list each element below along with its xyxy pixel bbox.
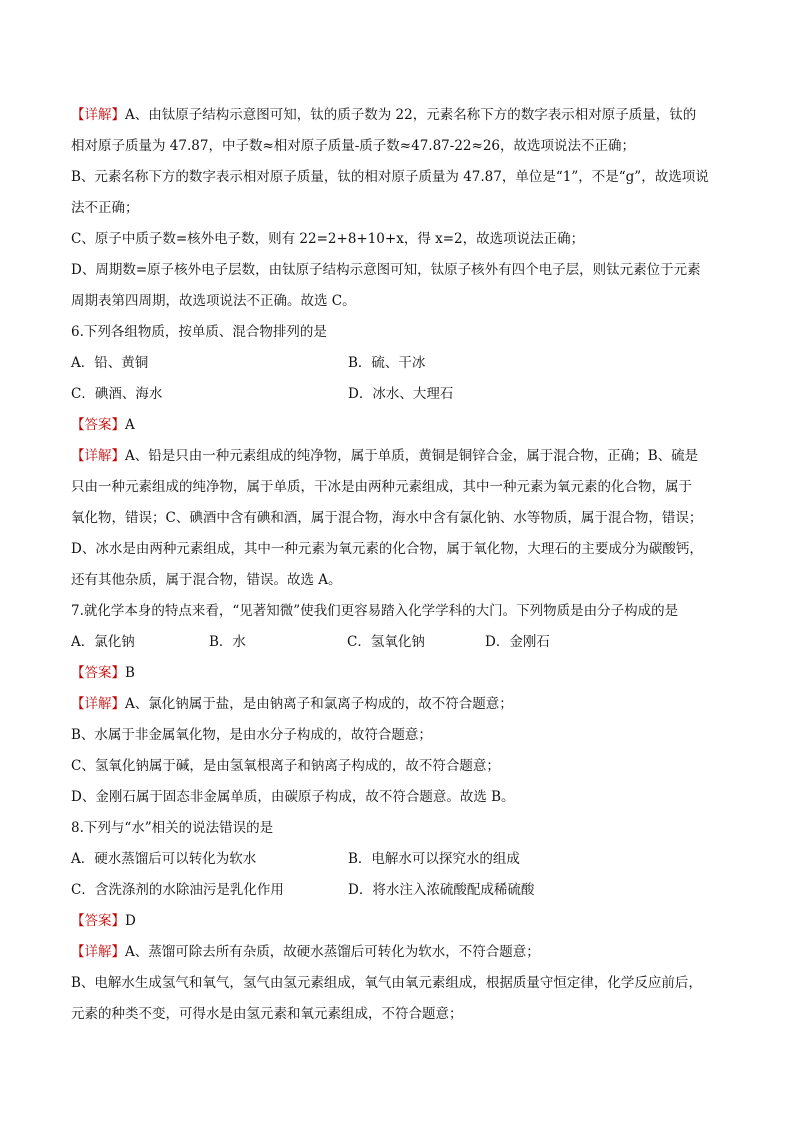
q5-detail-line-5: C、原子中质子数=核外电子数，则有 22=2+8+10+x，得 x=2，故选项说法正确； bbox=[71, 231, 585, 247]
q7-detail-line-1: 【详解】A、氯化钠属于盐，是由钠离子和氯离子构成的，故不符合题意； bbox=[71, 696, 513, 712]
q8-stem: 8.下列与“水”相关的说法错误的是 bbox=[71, 820, 274, 836]
q8-option-d: D．将水注入浓硫酸配成稀硫酸 bbox=[348, 882, 535, 898]
q6-option-a: A．铅、黄铜 bbox=[71, 355, 149, 371]
q7-options-row bbox=[71, 627, 734, 658]
detail-tag: 【详解】 bbox=[71, 448, 125, 464]
q6-option-d: D．冰水、大理石 bbox=[348, 386, 454, 402]
q7-answer: 【答案】B bbox=[71, 665, 135, 681]
q7-detail-line-3: C、氢氧化钠属于碱，是由氢氧根离子和钠离子构成的，故不符合题意； bbox=[71, 758, 500, 774]
q6-detail-line-1: 【详解】A、铅是只由一种元素组成的纯净物，属于单质，黄铜是铜锌合金，属于混合物，正确；B、硫是 bbox=[71, 448, 699, 464]
q5-detail-line-7: 周期表第四周期，故选项说法不正确。故选 C。 bbox=[71, 293, 356, 309]
detail-tag: 【详解】 bbox=[71, 944, 125, 960]
q5-detail-line-6: D、周期数=原子核外电子层数，由钛原子结构示意图可知，钛原子核外有四个电子层，则钛元素位于元素 bbox=[71, 262, 701, 278]
q8-option-c: C．含洗涤剂的水除油污是乳化作用 bbox=[71, 882, 284, 898]
q7-option-d: D．金刚石 bbox=[485, 634, 550, 650]
q5-detail-line-4: 法不正确； bbox=[71, 200, 139, 216]
q6-options-row-2 bbox=[71, 379, 734, 410]
q6-option-c: C．碘酒、海水 bbox=[71, 386, 163, 402]
q6-detail-line-5: 还有其他杂质，属于混合物，错误。故选 A。 bbox=[71, 572, 342, 588]
q8-options-row-1 bbox=[71, 844, 734, 875]
q6-detail-line-3: 氧化物，错误；C、碘酒中含有碘和酒，属于混合物，海水中含有氯化钠、水等物质，属于混合物，错误； bbox=[71, 510, 703, 526]
q8-options-row-2 bbox=[71, 875, 734, 906]
q8-option-b: B．电解水可以探究水的组成 bbox=[348, 851, 520, 867]
q6-options-row-1 bbox=[71, 348, 734, 379]
q5-detail-line-2: 相对原子质量为 47.87，中子数≈相对原子质量-质子数≈47.87-22≈26，故选项说法不正确； bbox=[71, 138, 635, 154]
detail-tag: 【详解】 bbox=[71, 107, 125, 123]
q8-detail-line-3: 元素的种类不变，可得水是由氢元素和氧元素组成，不符合题意； bbox=[71, 1006, 463, 1022]
q8-detail-line-1: 【详解】A、蒸馏可除去所有杂质，故硬水蒸馏后可转化为软水，不符合题意； bbox=[71, 944, 540, 960]
q6-option-b: B．硫、干冰 bbox=[348, 355, 426, 371]
q7-option-b: B．水 bbox=[209, 634, 246, 650]
answer-tag: 【答案】 bbox=[71, 417, 125, 433]
q6-detail-line-2: 只由一种元素组成的纯净物，属于单质，干冰是由两种元素组成，其中一种元素为氧元素的化合物，属于 bbox=[71, 479, 692, 495]
detail-tag: 【详解】 bbox=[71, 696, 125, 712]
q6-answer: 【答案】A bbox=[71, 417, 135, 433]
q5-detail-line-3: B、元素名称下方的数字表示相对原子质量，钛的相对原子质量为 47.87，单位是“1”，不是“g”，故选项说 bbox=[71, 169, 709, 185]
q7-option-c: C．氢氧化钠 bbox=[347, 634, 425, 650]
q7-stem: 7.就化学本身的特点来看，“见著知微”使我们更容易踏入化学学科的大门。下列物质是由分子构成的是 bbox=[71, 603, 679, 619]
answer-tag: 【答案】 bbox=[71, 913, 125, 929]
q7-detail-line-4: D、金刚石属于固态非金属单质，由碳原子构成，故不符合题意。故选 B。 bbox=[71, 789, 515, 805]
q6-detail-line-4: D、冰水是由两种元素组成，其中一种元素为氧元素的化合物，属于氧化物，大理石的主要成分为碳酸钙， bbox=[71, 541, 703, 557]
q8-answer: 【答案】D bbox=[71, 913, 136, 929]
q6-stem: 6.下列各组物质，按单质、混合物排列的是 bbox=[71, 324, 327, 340]
q8-detail-line-2: B、电解水生成氢气和氧气，氢气由氢元素组成，氧气由氧元素组成，根据质量守恒定律，化学反应前后， bbox=[71, 975, 702, 991]
q5-detail-line-1: 【详解】A、由钛原子结构示意图可知，钛的质子数为 22，元素名称下方的数字表示相对原子质量，钛的 bbox=[71, 107, 697, 123]
answer-tag: 【答案】 bbox=[71, 665, 125, 681]
q7-detail-line-2: B、水属于非金属氧化物，是由水分子构成的，故符合题意； bbox=[71, 727, 432, 743]
q7-option-a: A．氯化钠 bbox=[71, 634, 135, 650]
q8-option-a: A．硬水蒸馏后可以转化为软水 bbox=[71, 851, 257, 867]
